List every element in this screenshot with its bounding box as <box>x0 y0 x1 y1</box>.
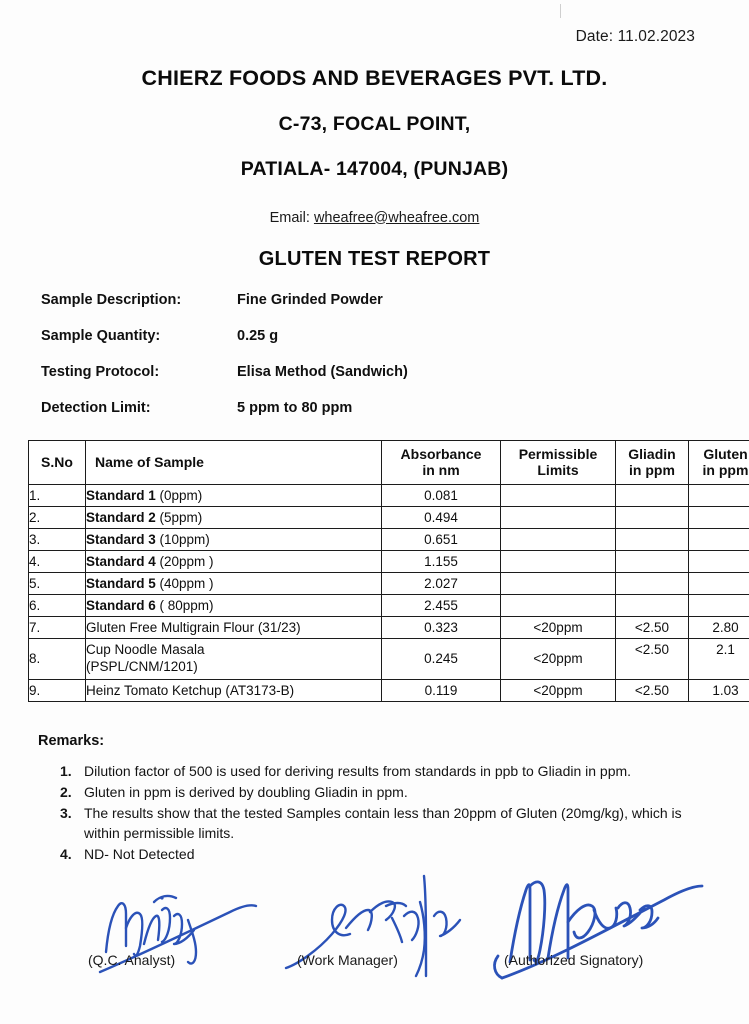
cell-permissible <box>501 551 616 573</box>
remark-number: 3. <box>60 804 72 821</box>
signature-label-authorized-signatory: (Authorized Signatory) <box>504 952 644 968</box>
meta-value: 5 ppm to 80 ppm <box>237 400 353 416</box>
column-header-gliadin <box>616 441 689 485</box>
sample-meta-block <box>41 292 701 436</box>
table-row <box>29 617 749 639</box>
header-line-2: in ppm <box>629 462 675 479</box>
table-row <box>29 507 749 529</box>
email-row <box>0 210 749 226</box>
meta-row-sample-description <box>41 292 701 328</box>
cell-sno: 6. <box>29 595 86 617</box>
cell-gluten <box>689 551 749 573</box>
meta-row-sample-quantity <box>41 328 701 364</box>
meta-row-testing-protocol <box>41 364 701 400</box>
remark-text: ND- Not Detected <box>84 845 195 862</box>
cell-permissible <box>501 595 616 617</box>
sample-name-rest: Heinz Tomato Ketchup (AT3173-B) <box>86 682 295 698</box>
cell-name <box>86 507 382 529</box>
sample-name-rest: Gluten Free Multigrain Flour (31/23) <box>86 620 301 636</box>
address-line-2: PATIALA- 147004, (PUNJAB) <box>240 157 509 180</box>
cell-name <box>86 529 382 551</box>
table-row <box>29 573 749 595</box>
cell-absorbance: 0.651 <box>382 529 501 551</box>
cell-permissible <box>501 573 616 595</box>
remarks-heading: Remarks: <box>38 733 105 749</box>
table-row <box>29 595 749 617</box>
remark-item <box>38 762 718 782</box>
column-header-permissible-limits <box>501 441 616 485</box>
cell-gluten: 2.80 <box>689 617 749 639</box>
remark-number: 2. <box>60 783 72 800</box>
sample-name-rest: (10ppm) <box>155 532 210 548</box>
email-label: Email: <box>269 209 310 226</box>
sample-name-rest: (40ppm ) <box>155 576 214 592</box>
meta-row-detection-limit <box>41 400 701 436</box>
cell-absorbance: 0.494 <box>382 507 501 529</box>
cell-gliadin <box>616 595 689 617</box>
table-row <box>29 639 749 680</box>
column-header-name: Name of Sample <box>86 441 382 485</box>
header-line-1: Permissible <box>518 446 598 462</box>
cell-permissible <box>501 485 616 507</box>
cell-permissible <box>501 529 616 551</box>
cell-sno: 1. <box>29 485 86 507</box>
cell-gliadin <box>616 529 689 551</box>
meta-label: Testing Protocol: <box>41 364 160 380</box>
sample-name-rest: (0ppm) <box>155 488 203 504</box>
meta-label: Sample Description: <box>41 292 182 308</box>
cell-name <box>86 679 382 701</box>
cell-name <box>86 639 382 680</box>
sample-name-bold: Standard 2 <box>86 510 156 526</box>
remark-text: The results show that the tested Samples contain less than 20ppm of Gluten (20mg/kg), which is within permissible limits. <box>84 804 682 841</box>
cell-gliadin: <2.50 <box>616 639 689 680</box>
cell-gluten <box>689 507 749 529</box>
remark-item <box>38 845 718 865</box>
column-header-gluten <box>689 441 749 485</box>
meta-value: 0.25 g <box>237 328 279 344</box>
cell-absorbance: 1.155 <box>382 551 501 573</box>
cell-gluten <box>689 573 749 595</box>
remarks-section <box>38 733 718 865</box>
header-line-1: Absorbance <box>400 446 482 462</box>
header-line-2: Limits <box>537 462 579 479</box>
cell-name <box>86 551 382 573</box>
column-header-sno: S.No <box>29 441 86 485</box>
cell-gliadin <box>616 573 689 595</box>
cell-name <box>86 485 382 507</box>
meta-label: Sample Quantity: <box>41 328 161 344</box>
cell-gluten <box>689 485 749 507</box>
header-line-1: Gliadin <box>628 446 676 462</box>
report-date: Date: 11.02.2023 <box>575 28 695 45</box>
cell-sno: 9. <box>29 679 86 701</box>
cell-permissible: <20ppm <box>501 639 616 680</box>
sample-name-multiline <box>86 639 381 679</box>
cell-absorbance: 0.323 <box>382 617 501 639</box>
cell-gliadin: <2.50 <box>616 617 689 639</box>
cell-gliadin: <2.50 <box>616 679 689 701</box>
signature-label-qc-analyst: (Q.C. Analyst) <box>88 952 176 968</box>
cell-sno: 7. <box>29 617 86 639</box>
table-row <box>29 529 749 551</box>
table-row <box>29 679 749 701</box>
email-address: wheafree@wheafree.com <box>313 209 480 226</box>
table-header-row <box>29 441 749 485</box>
table-row <box>29 485 749 507</box>
meta-value: Fine Grinded Powder <box>237 292 383 308</box>
cell-name <box>86 573 382 595</box>
cell-absorbance: 0.119 <box>382 679 501 701</box>
sample-name-bold: Standard 4 <box>86 554 156 570</box>
cell-sno: 2. <box>29 507 86 529</box>
cell-permissible: <20ppm <box>501 679 616 701</box>
letterhead <box>0 68 749 271</box>
cell-sno: 3. <box>29 529 86 551</box>
remark-text: Dilution factor of 500 is used for deriving results from standards in ppb to Gliadin in ppm. <box>84 763 632 779</box>
signature-area <box>0 872 749 992</box>
sample-name-rest: (5ppm) <box>155 510 203 526</box>
address-line-1: C-73, FOCAL POINT, <box>278 112 471 135</box>
cell-sno: 4. <box>29 551 86 573</box>
remark-item <box>38 804 718 844</box>
results-table <box>28 440 749 702</box>
scan-artifact <box>560 4 561 18</box>
remark-number: 1. <box>60 763 72 779</box>
cell-gliadin <box>616 551 689 573</box>
cell-absorbance: 2.455 <box>382 595 501 617</box>
header-line-2: in nm <box>422 462 460 479</box>
table-row <box>29 551 749 573</box>
sample-name-bold: Standard 1 <box>86 488 156 504</box>
sample-name-rest: (20ppm ) <box>155 554 214 570</box>
cell-sno: 5. <box>29 573 86 595</box>
remark-number: 4. <box>60 845 72 862</box>
cell-gliadin <box>616 485 689 507</box>
cell-absorbance: 2.027 <box>382 573 501 595</box>
sample-name-bold: Standard 6 <box>86 598 156 614</box>
cell-name <box>86 617 382 639</box>
header-line-1: Gluten <box>703 446 748 462</box>
column-header-absorbance <box>382 441 501 485</box>
meta-value: Elisa Method (Sandwich) <box>237 364 408 380</box>
sample-name-rest: ( 80ppm) <box>155 598 214 614</box>
cell-absorbance: 0.245 <box>382 639 501 680</box>
remark-item <box>38 783 718 803</box>
authorized-signatory-signature <box>478 866 728 990</box>
remark-text: Gluten in ppm is derived by doubling Gliadin in ppm. <box>84 783 408 800</box>
sample-name-line-1: Cup Noodle Masala <box>86 642 205 658</box>
cell-permissible <box>501 507 616 529</box>
cell-gluten: 1.03 <box>689 679 749 701</box>
meta-label: Detection Limit: <box>41 400 151 416</box>
cell-gliadin <box>616 507 689 529</box>
cell-gluten <box>689 529 749 551</box>
cell-name <box>86 595 382 617</box>
company-name: CHIERZ FOODS AND BEVERAGES PVT. LTD. <box>141 66 608 90</box>
sample-name-bold: Standard 5 <box>86 576 156 592</box>
sample-name-line-2: (PSPL/CNM/1201) <box>86 659 198 675</box>
cell-sno: 8. <box>29 639 86 680</box>
sample-name-bold: Standard 3 <box>86 532 156 548</box>
remarks-list <box>38 762 718 864</box>
cell-permissible: <20ppm <box>501 617 616 639</box>
signature-label-work-manager: (Work Manager) <box>297 952 398 968</box>
cell-gluten: 2.1 <box>689 639 749 680</box>
cell-gluten <box>689 595 749 617</box>
page-title: GLUTEN TEST REPORT <box>258 247 491 270</box>
header-line-2: in ppm <box>702 462 749 479</box>
cell-absorbance: 0.081 <box>382 485 501 507</box>
